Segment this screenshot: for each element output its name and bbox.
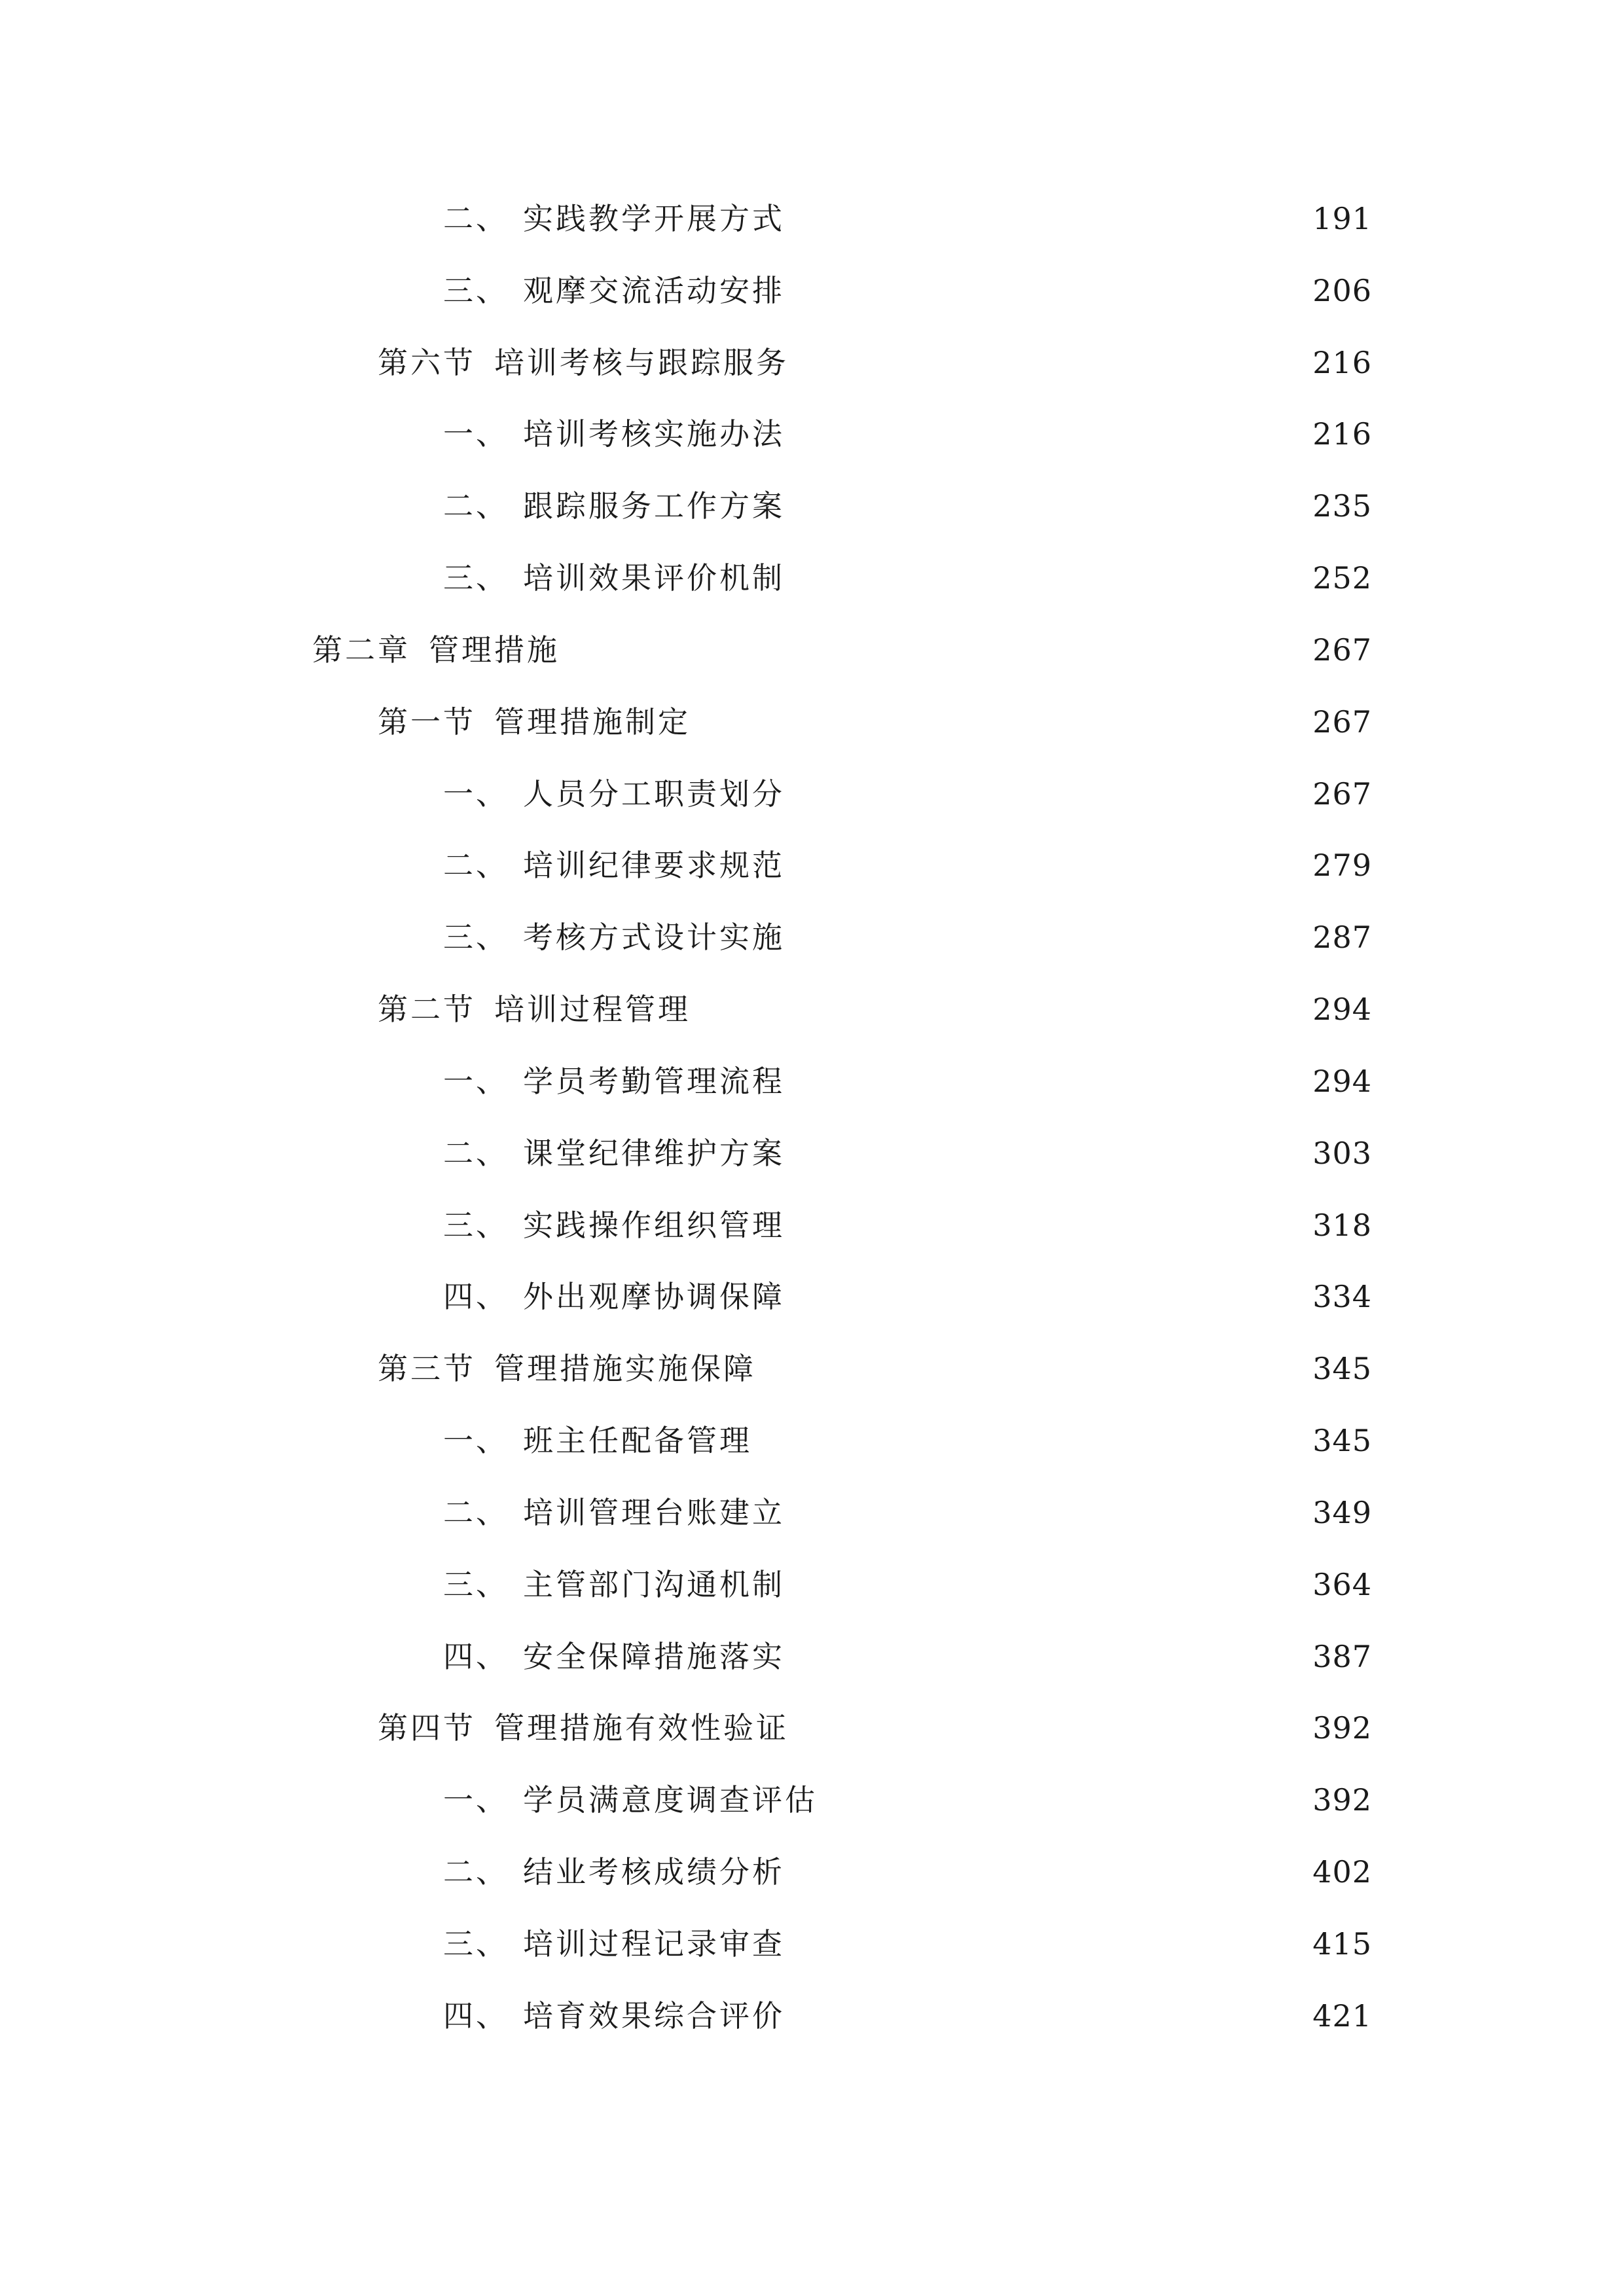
- toc-page-number: 287: [1312, 920, 1372, 955]
- toc-entry-number: 三、: [443, 560, 509, 596]
- toc-entry-title: 管理措施制定: [494, 704, 691, 740]
- dot-leader: [794, 1630, 1305, 1683]
- toc-entry[interactable]: [443, 552, 1372, 604]
- toc-entry-title: 实践教学开展方式: [523, 201, 785, 236]
- toc-entry-title: 培训效果评价机制: [523, 560, 785, 596]
- dot-leader: [794, 1127, 1305, 1179]
- dot-leader: [794, 192, 1305, 245]
- toc-page-number: 392: [1312, 1710, 1372, 1746]
- dot-leader: [798, 1702, 1305, 1754]
- toc-entry-title: 管理措施实施保障: [494, 1351, 756, 1386]
- dot-leader: [794, 264, 1305, 317]
- toc-page-number: 415: [1312, 1926, 1372, 1962]
- dot-leader: [798, 336, 1305, 389]
- toc-entry[interactable]: [443, 1774, 1372, 1826]
- toc-entry-title: 培育效果综合评价: [523, 1998, 785, 2034]
- toc-entry-title: 考核方式设计实施: [523, 920, 785, 955]
- toc-entry-section[interactable]: [378, 1342, 1372, 1395]
- toc-entry-number: 一、: [443, 1782, 509, 1818]
- toc-entry[interactable]: [443, 1846, 1372, 1898]
- toc-entry-label: [378, 1702, 789, 1754]
- toc-entry-number: 一、: [443, 776, 509, 812]
- dot-leader: [700, 983, 1305, 1035]
- toc-entry-number: 四、: [443, 1279, 509, 1314]
- toc-page-number: 294: [1312, 1064, 1372, 1099]
- toc-entry-title: 培训过程管理: [494, 992, 691, 1027]
- toc-entry-number: 第二章: [312, 632, 410, 668]
- toc-page-number: 267: [1312, 776, 1372, 812]
- toc-entry[interactable]: [443, 1270, 1372, 1323]
- toc-entry-title: 外出观摩协调保障: [523, 1279, 785, 1314]
- dot-leader: [700, 696, 1305, 748]
- toc-entry-label: [443, 1918, 785, 1970]
- dot-leader: [794, 408, 1305, 460]
- toc-entry-section[interactable]: [378, 983, 1372, 1035]
- toc-entry-number: 三、: [443, 920, 509, 955]
- toc-entry-number: 二、: [443, 1136, 509, 1171]
- toc-page-number: 349: [1312, 1495, 1372, 1530]
- toc-entry-label: [443, 1055, 785, 1107]
- dot-leader: [765, 1342, 1305, 1395]
- toc-entry[interactable]: [443, 1055, 1372, 1107]
- toc-entry-label: [443, 1486, 785, 1539]
- dot-leader: [794, 1558, 1305, 1611]
- toc-entry[interactable]: [443, 1199, 1372, 1251]
- toc-entry-title: 跟踪服务工作方案: [523, 488, 785, 524]
- toc-entry[interactable]: [443, 192, 1372, 245]
- toc-entry-label: [443, 911, 785, 963]
- dot-leader: [827, 1774, 1305, 1826]
- toc-entry[interactable]: [443, 839, 1372, 891]
- toc-entry-title: 管理措施有效性验证: [494, 1710, 789, 1746]
- toc-entry-number: 四、: [443, 1998, 509, 2034]
- toc-page-number: 392: [1312, 1782, 1372, 1818]
- toc-page-number: 267: [1312, 632, 1372, 668]
- toc-page-number: 364: [1312, 1567, 1372, 1602]
- toc-entry-number: 三、: [443, 1926, 509, 1962]
- toc-page-number: 294: [1312, 992, 1372, 1027]
- toc-entry-title: 培训管理台账建立: [523, 1495, 785, 1530]
- dot-leader: [794, 1990, 1305, 2042]
- toc-entry-title: 安全保障措施落实: [523, 1639, 785, 1674]
- toc-entry-label: [443, 192, 785, 245]
- toc-entry-title: 课堂纪律维护方案: [523, 1136, 785, 1171]
- toc-entry-label: [443, 839, 785, 891]
- toc-entry-title: 主管部门沟通机制: [523, 1567, 785, 1602]
- toc-entry-number: 第二节: [378, 992, 476, 1027]
- toc-entry-label: [443, 1630, 785, 1683]
- toc-page-number: 267: [1312, 704, 1372, 740]
- toc-entry[interactable]: [443, 408, 1372, 460]
- toc-entry-label: [443, 1846, 785, 1898]
- toc-entry[interactable]: [443, 911, 1372, 963]
- toc-entry-label: [443, 1199, 785, 1251]
- toc-page-number: 387: [1312, 1639, 1372, 1674]
- toc-page-number: 216: [1312, 416, 1372, 452]
- toc-page-number: 402: [1312, 1854, 1372, 1890]
- toc-page-number: 216: [1312, 345, 1372, 380]
- toc-entry-section[interactable]: [378, 336, 1372, 389]
- toc-entry-number: 三、: [443, 1567, 509, 1602]
- toc-page-number: 279: [1312, 848, 1372, 883]
- toc-page-number: 334: [1312, 1279, 1372, 1314]
- dot-leader: [794, 1270, 1305, 1323]
- toc-entry-number: 一、: [443, 416, 509, 452]
- toc-entry-number: 二、: [443, 1854, 509, 1890]
- toc-entry-number: 二、: [443, 1495, 509, 1530]
- dot-leader: [761, 1414, 1305, 1467]
- toc-page-number: 206: [1312, 273, 1372, 308]
- toc-entry[interactable]: [443, 1414, 1372, 1467]
- toc-entry-number: 一、: [443, 1064, 509, 1099]
- toc-entry[interactable]: [443, 768, 1372, 820]
- toc-entry[interactable]: [443, 1990, 1372, 2042]
- dot-leader: [794, 552, 1305, 604]
- toc-entry-number: 第三节: [378, 1351, 476, 1386]
- toc-entry-number: 第一节: [378, 704, 476, 740]
- toc-page-number: 318: [1312, 1208, 1372, 1243]
- toc-entry-label: [443, 1127, 785, 1179]
- toc-entry[interactable]: [443, 1630, 1372, 1683]
- toc-entry-section[interactable]: [378, 696, 1372, 748]
- toc-entry-title: 培训考核与跟踪服务: [494, 345, 789, 380]
- toc-entry-label: [378, 336, 789, 389]
- dot-leader: [794, 1486, 1305, 1539]
- toc-entry-label: [443, 1990, 785, 2042]
- toc-entry-number: 第四节: [378, 1710, 476, 1746]
- dot-leader: [794, 1199, 1305, 1251]
- dot-leader: [794, 839, 1305, 891]
- toc-entry-label: [378, 1342, 756, 1395]
- toc-entry-number: 三、: [443, 1208, 509, 1243]
- dot-leader: [794, 480, 1305, 532]
- toc-entry-section[interactable]: [378, 1702, 1372, 1754]
- toc-entry[interactable]: [443, 1127, 1372, 1179]
- toc-entry-label: [443, 1774, 818, 1826]
- toc-entry-title: 培训考核实施办法: [523, 416, 785, 452]
- toc-entry-number: 四、: [443, 1639, 509, 1674]
- toc-entry[interactable]: [443, 480, 1372, 532]
- toc-page-number: 235: [1312, 488, 1372, 524]
- toc-page-number: 191: [1312, 201, 1372, 236]
- toc-entry[interactable]: [443, 1918, 1372, 1970]
- dot-leader: [794, 1918, 1305, 1970]
- toc-entry-title: 培训过程记录审查: [523, 1926, 785, 1962]
- toc-page-number: 345: [1312, 1423, 1372, 1458]
- toc-entry-number: 一、: [443, 1423, 509, 1458]
- toc-entry-number: 二、: [443, 488, 509, 524]
- toc-page-number: 421: [1312, 1998, 1372, 2034]
- toc-entry-label: [443, 552, 785, 604]
- toc-entry-label: [378, 983, 691, 1035]
- toc-entry-title: 管理措施: [429, 632, 560, 668]
- toc-entry-label: [312, 624, 560, 676]
- dot-leader: [794, 911, 1305, 963]
- toc-page-number: 345: [1312, 1351, 1372, 1386]
- toc-entry-title: 学员考勤管理流程: [523, 1064, 785, 1099]
- toc-entry-title: 培训纪律要求规范: [523, 848, 785, 883]
- toc-page-number: 252: [1312, 560, 1372, 596]
- toc-entry-number: 三、: [443, 273, 509, 308]
- toc-entry-title: 学员满意度调查评估: [523, 1782, 818, 1818]
- toc-entry-number: 第六节: [378, 345, 476, 380]
- toc-entry-label: [378, 696, 691, 748]
- dot-leader: [794, 768, 1305, 820]
- dot-leader: [794, 1846, 1305, 1898]
- toc-entry-label: [443, 1414, 752, 1467]
- toc-entry-label: [443, 1558, 785, 1611]
- toc-entry-title: 结业考核成绩分析: [523, 1854, 785, 1890]
- toc-page-number: 303: [1312, 1136, 1372, 1171]
- toc-entry-label: [443, 408, 785, 460]
- toc-entry-number: 二、: [443, 201, 509, 236]
- toc-entry[interactable]: [443, 1486, 1372, 1539]
- toc-entry-label: [443, 264, 785, 317]
- toc-entry-label: [443, 768, 785, 820]
- toc-entry-label: [443, 1270, 785, 1323]
- toc-entry-title: 观摩交流活动安排: [523, 273, 785, 308]
- toc-entry-title: 班主任配备管理: [523, 1423, 752, 1458]
- toc-entry[interactable]: [443, 264, 1372, 317]
- toc-entry-title: 人员分工职责划分: [523, 776, 785, 812]
- dot-leader: [569, 624, 1305, 676]
- toc-entry-label: [443, 480, 785, 532]
- toc-entry-chapter[interactable]: [312, 624, 1372, 676]
- dot-leader: [794, 1055, 1305, 1107]
- toc-entry[interactable]: [443, 1558, 1372, 1611]
- toc-entry-title: 实践操作组织管理: [523, 1208, 785, 1243]
- toc-entry-number: 二、: [443, 848, 509, 883]
